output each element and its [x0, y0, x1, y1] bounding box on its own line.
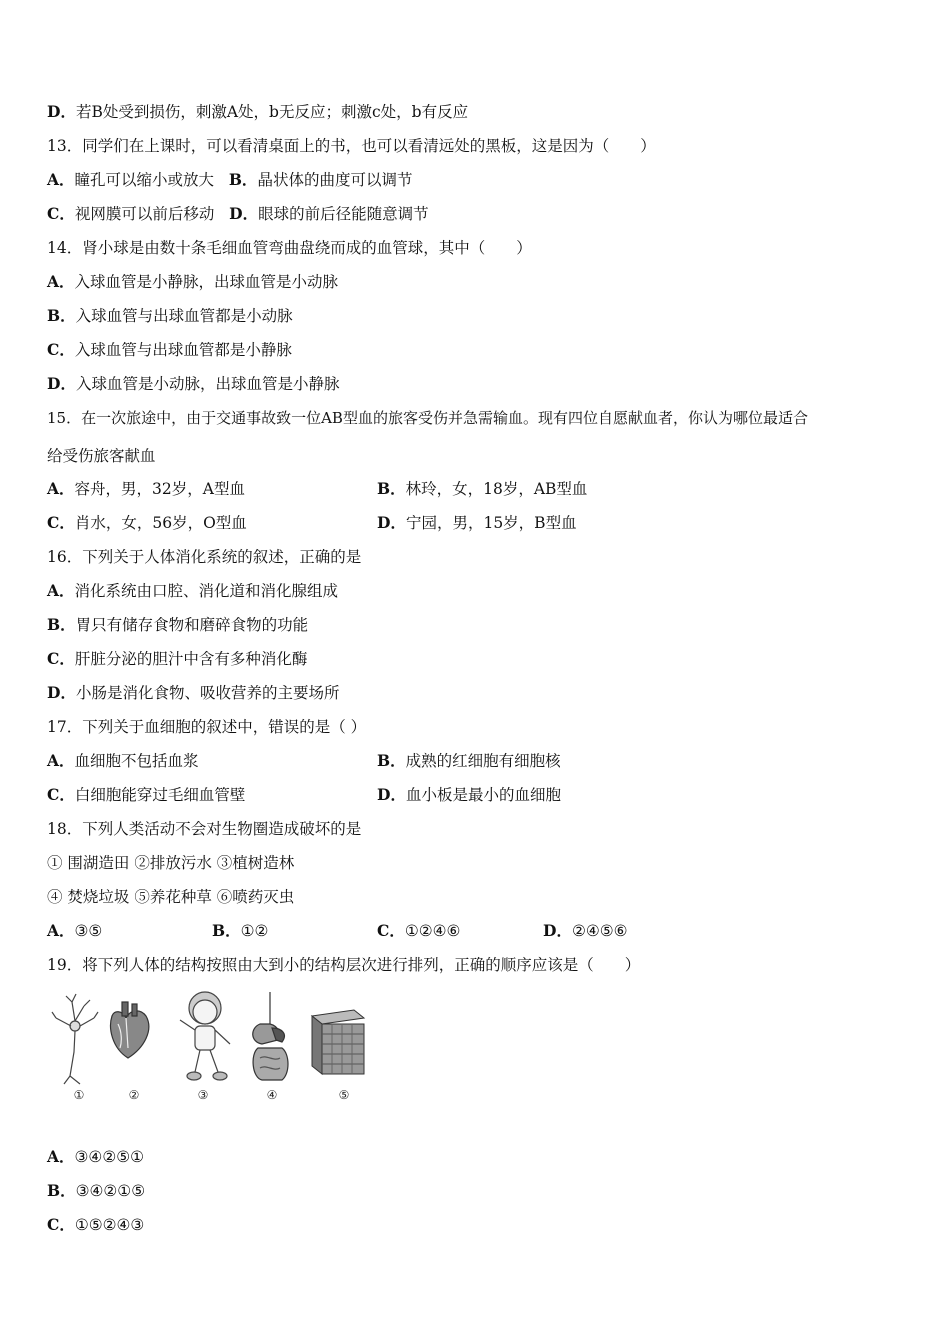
q14-option-d: D．入球血管是小动脉，出球血管是小静脉 [47, 374, 340, 393]
q19-option-b: B．③④②①⑤ [47, 1181, 146, 1200]
girl-drawing [180, 992, 230, 1080]
q16-option-b: B．胃只有储存食物和磨碎食物的功能 [47, 615, 309, 634]
q19-stem: 19．将下列人体的结构按照由大到小的结构层次进行排列，正确的顺序应该是（ ） [47, 956, 641, 974]
q15-option-b: B．林玲，女，18岁，AB型血 [377, 479, 588, 498]
q18-option-b: B．①② [212, 921, 269, 940]
q17-option-d: D．血小板是最小的血细胞 [377, 785, 561, 804]
q19-option-c: C．①⑤②④③ [47, 1215, 145, 1234]
q16-option-d: D．小肠是消化食物、吸收营养的主要场所 [47, 683, 340, 702]
q14-option-c: C．入球血管与出球血管都是小静脉 [47, 340, 292, 359]
q16-option-c: C．肝脏分泌的胆汁中含有多种消化酶 [47, 649, 308, 668]
q19-option-a: A．③④②⑤① [47, 1147, 145, 1166]
q18-list-line2: ④ 焚烧垃圾 ⑤养花种草 ⑥喷药灭虫 [47, 888, 295, 906]
neuron-drawing [52, 994, 98, 1084]
q14-option-b: B．入球血管与出球血管都是小动脉 [47, 306, 293, 325]
q12-option-d: D．若B处受到损伤，刺激A处，b无反应；刺激c处，b有反应 [47, 102, 469, 121]
figure-label-4: ④ [266, 1088, 278, 1102]
q13-stem: 13．同学们在上课时，可以看清桌面上的书，也可以看清远处的黑板，这是因为（ ） [47, 137, 656, 155]
q13-options-cd: C．视网膜可以前后移动 D．眼球的前后径能随意调节 [47, 204, 429, 223]
q18-option-c: C．①②④⑥ [377, 921, 461, 940]
q17-stem: 17．下列关于血细胞的叙述中，错误的是（ ） [47, 718, 367, 736]
q15-option-d: D．宁园，男，15岁，B型血 [377, 513, 577, 532]
heart-drawing [111, 1002, 149, 1058]
q18-stem: 18．下列人类活动不会对生物圈造成破坏的是 [47, 820, 362, 838]
q17-option-b: B．成熟的红细胞有细胞核 [377, 751, 561, 770]
figure-label-5: ⑤ [338, 1088, 350, 1102]
tissue-block-drawing [312, 1010, 364, 1074]
q14-option-a: A．入球血管是小静脉，出球血管是小动脉 [47, 272, 339, 291]
digestive-system-drawing [253, 992, 288, 1080]
q14-stem: 14．肾小球是由数十条毛细血管弯曲盘绕而成的血管球，其中（ ） [47, 239, 532, 257]
figure-label-1: ① [73, 1088, 85, 1102]
q17-option-a: A．血细胞不包括血浆 [47, 751, 199, 770]
q16-stem: 16．下列关于人体消化系统的叙述，正确的是 [47, 548, 362, 566]
q15-option-a: A．容舟，男，32岁，A型血 [47, 479, 245, 498]
figure-label-2: ② [128, 1088, 140, 1102]
q15-option-c: C．肖水，女，56岁，O型血 [47, 513, 247, 532]
q18-list-line1: ① 围湖造田 ②排放污水 ③植树造林 [47, 854, 295, 872]
q15-stem-line2: 给受伤旅客献血 [47, 447, 156, 465]
q18-option-d: D．②④⑤⑥ [543, 921, 628, 940]
q13-options-ab: A．瞳孔可以缩小或放大 B．晶状体的曲度可以调节 [47, 170, 413, 189]
q17-option-c: C．白细胞能穿过毛细血管壁 [47, 785, 246, 804]
figure-label-3: ③ [197, 1088, 209, 1102]
q15-stem-line1: 15．在一次旅途中，由于交通事故致一位AB型血的旅客受伤并急需输血。现有四位自愿献血者，你认为哪位最适合 [47, 409, 808, 427]
q18-option-a: A．③⑤ [47, 921, 103, 940]
q16-option-a: A．消化系统由口腔、消化道和消化腺组成 [47, 581, 339, 600]
